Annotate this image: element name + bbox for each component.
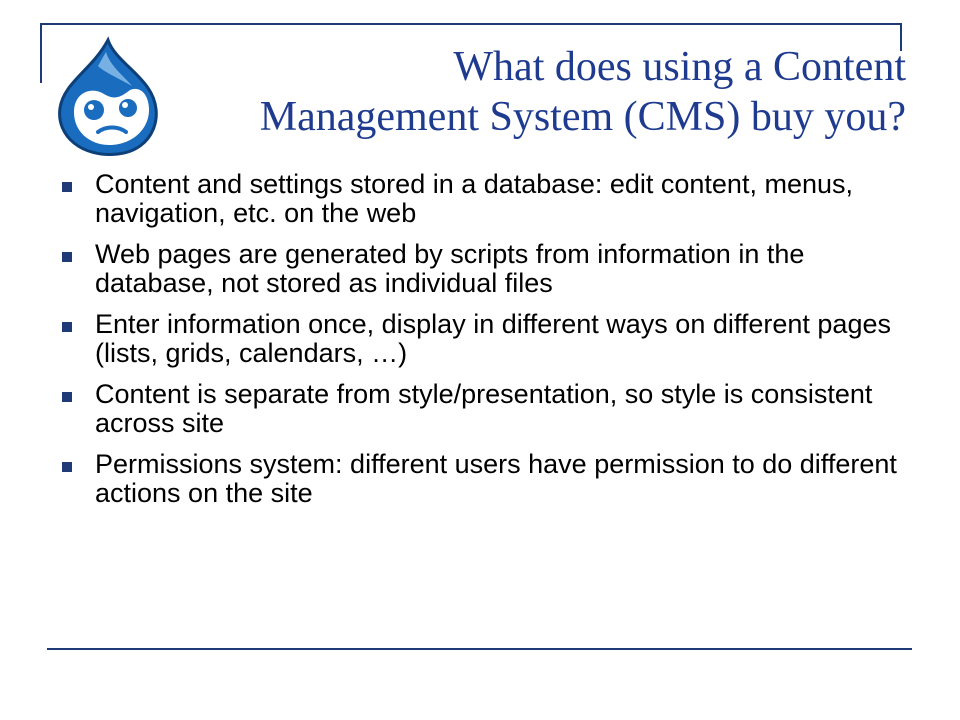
- square-bullet-icon: [62, 462, 72, 472]
- bullet-item: [62, 240, 902, 298]
- bullet-text: Enter information once, display in different ways on different pages (lists, grids, calendars, …): [95, 309, 891, 368]
- frame-top-line: [40, 23, 902, 25]
- square-bullet-icon: [62, 182, 72, 192]
- bullet-item: [62, 380, 902, 438]
- bullet-list: [62, 170, 902, 520]
- bullet-text: Permissions system: different users have permission to do different actions on the site: [95, 449, 897, 508]
- drupal-drop-logo-icon: [48, 36, 166, 158]
- title-line-1: What does using a Content: [453, 44, 906, 90]
- bullet-text: Content and settings stored in a database: edit content, menus, navigation, etc. on the web: [95, 169, 853, 228]
- bullet-text: Web pages are generated by scripts from information in the database, not stored as individual files: [95, 239, 805, 298]
- bullet-item: [62, 450, 902, 508]
- bullet-item: [62, 170, 902, 228]
- bullet-text: Content is separate from style/presentation, so style is consistent across site: [95, 379, 873, 438]
- square-bullet-icon: [62, 392, 72, 402]
- frame-left-line: [40, 23, 42, 83]
- frame-bottom-line: [47, 648, 912, 650]
- title-line-2: Management System (CMS) buy you?: [259, 94, 906, 140]
- slide-title: [160, 42, 906, 142]
- square-bullet-icon: [62, 252, 72, 262]
- square-bullet-icon: [62, 322, 72, 332]
- bullet-item: [62, 310, 902, 368]
